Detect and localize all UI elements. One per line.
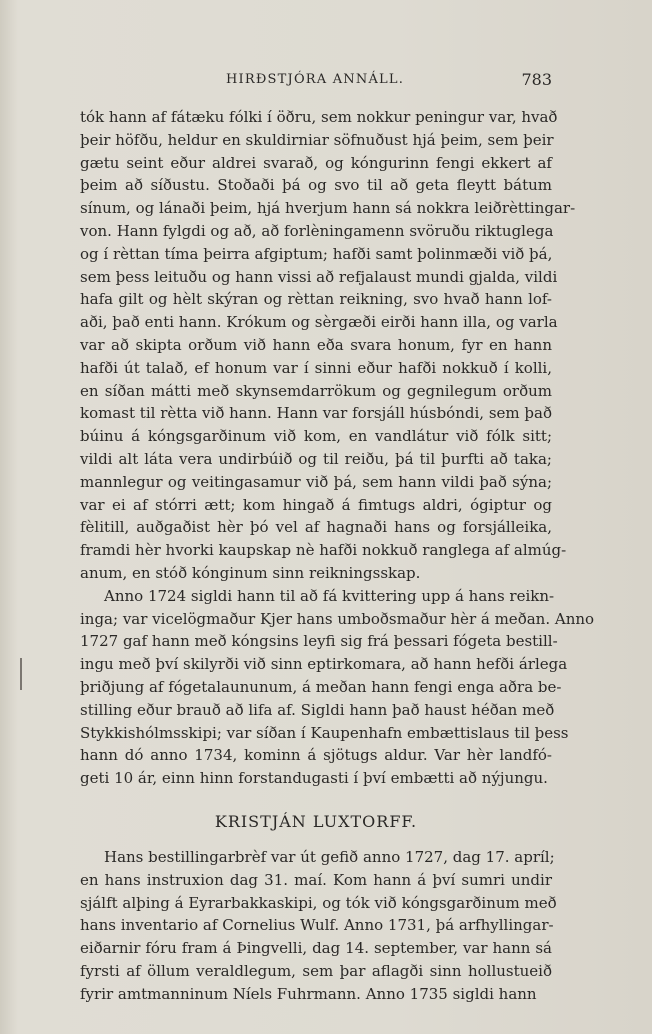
text-line: sínum, og lánaði þeim, hjá hverjum hann sá nokkra leiðrèttingar- (80, 199, 576, 218)
text-line: ingu með því skilyrði við sinn eptirkomara, að hann hefði árlega (80, 655, 568, 674)
text-line: var ei af stórri ætt; kom hingað á fimtugs aldri, ógiptur og (80, 495, 552, 514)
paragraph-3 (80, 846, 557, 1006)
running-head (80, 70, 552, 94)
text-line: mannlegur og veitingasamur við þá, sem hann vildi það sýna; (80, 472, 552, 491)
text-line: Stykkishólmsskipi; var síðan í Kaupenhafn embættislaus til þess (80, 723, 569, 742)
text-line: framdi hèr hvorki kaupskap nè hafði nokkuð ranglega af almúg- (80, 541, 567, 560)
text-line: búinu á kóngsgarðinum við kom, en vandlátur við fólk sitt; (80, 427, 552, 446)
text-line: komast til rètta við hann. Hann var forsjáll húsbóndi, sem það (80, 404, 552, 423)
main-text (80, 106, 595, 1005)
text-line: hann dó anno 1734, kominn á sjötugs aldur. Var hèr landfó- (80, 746, 552, 765)
section-heading: KRISTJÁN LUXTORFF. (214, 811, 418, 831)
text-line: aði, það enti hann. Krókum og sèrgæði eirði hann illa, og varla (80, 313, 558, 332)
text-line: og í rèttan tíma þeirra afgiptum; hafði samt þolinmæði við þá, (80, 244, 553, 263)
margin-mark (20, 658, 22, 690)
text-line: sjálft alþing á Eyrarbakkaskipi, og tók við kóngsgarðinum með (80, 893, 557, 912)
text-line: hafa gilt og hèlt skýran og rèttan reikning, svo hvað hann lof- (80, 290, 552, 309)
text-line: þriðjung af fógetalaununum, á meðan hann fengi enga aðra be- (80, 677, 562, 696)
text-line: Hans bestillingarbrèf var út gefið anno 1727, dag 17. apríl; (104, 847, 555, 866)
text-line: 1727 gaf hann með kóngsins leyfi sig frá þessari fógeta bestill- (80, 632, 558, 651)
text-line: en hans instruxion dag 31. maí. Kom hann á því sumri undir (80, 870, 552, 889)
text-line: fyrir amtmanninum Níels Fuhrmann. Anno 1735 sigldi hann (80, 984, 537, 1003)
text-line: hafði út talað, ef honum var í sinni eður hafði nokkuð í kolli, (80, 358, 552, 377)
paragraph-1 (80, 106, 576, 585)
text-line: inga; var vicelögmaður Kjer hans umboðsmaður hèr á meðan. Anno (80, 609, 595, 628)
running-title: HIRÐSTJÓRA ANNÁLL. (226, 72, 405, 87)
text-line: geti 10 ár, einn hinn forstandugasti í því embætti að nýjungu. (80, 769, 548, 788)
text-line: sem þess leituðu og hann vissi að refjalaust mundi gjalda, vildi (80, 267, 558, 286)
text-line: von. Hann fylgdi og að, að forlèningamenn svöruðu riktuglega (80, 221, 554, 240)
text-line: eiðarnir fóru fram á Þingvelli, dag 14. september, var hann sá (80, 939, 552, 958)
text-line: tók hann af fátæku fólki í öðru, sem nokkur peningur var, hvað (80, 108, 558, 126)
text-line: anum, en stóð kónginum sinn reikningsskap. (80, 563, 421, 582)
text-line: fèlitill, auðgaðist hèr þó vel af hagnaði hans og forsjálleika, (80, 518, 552, 537)
text-line: þeir höfðu, heldur en skuldirniar söfnuðust hjá þeim, sem þeir (80, 130, 554, 149)
text-line: stilling eður brauð að lifa af. Sigldi hann það haust héðan með (80, 700, 555, 719)
text-line: Anno 1724 sigldi hann til að fá kvittering upp á hans reikn- (104, 586, 555, 605)
text-line: en síðan mátti með skynsemdarrökum og gegnilegum orðum (80, 381, 552, 400)
text-line: fyrsti af öllum veraldlegum, sem þar aflagði sinn hollustueið (80, 961, 552, 980)
text-line: var að skipta orðum við hann eða svara honum, fyr en hann (80, 335, 552, 354)
text-line: gætu seint eður aldrei svarað, og kóngurinn fengi ekkert af (80, 153, 552, 172)
text-line: vildi alt láta vera undirbúið og til reiðu, þá til þurfti að taka; (80, 449, 552, 468)
page-number: 783 (521, 70, 552, 89)
text-line: þeim að síðustu. Stoðaði þá og svo til að geta fleytt bátum (80, 176, 552, 195)
text-line: hans inventario af Cornelius Wulf. Anno 1731, þá arfhyllingar- (80, 916, 554, 935)
paragraph-2 (80, 585, 595, 790)
